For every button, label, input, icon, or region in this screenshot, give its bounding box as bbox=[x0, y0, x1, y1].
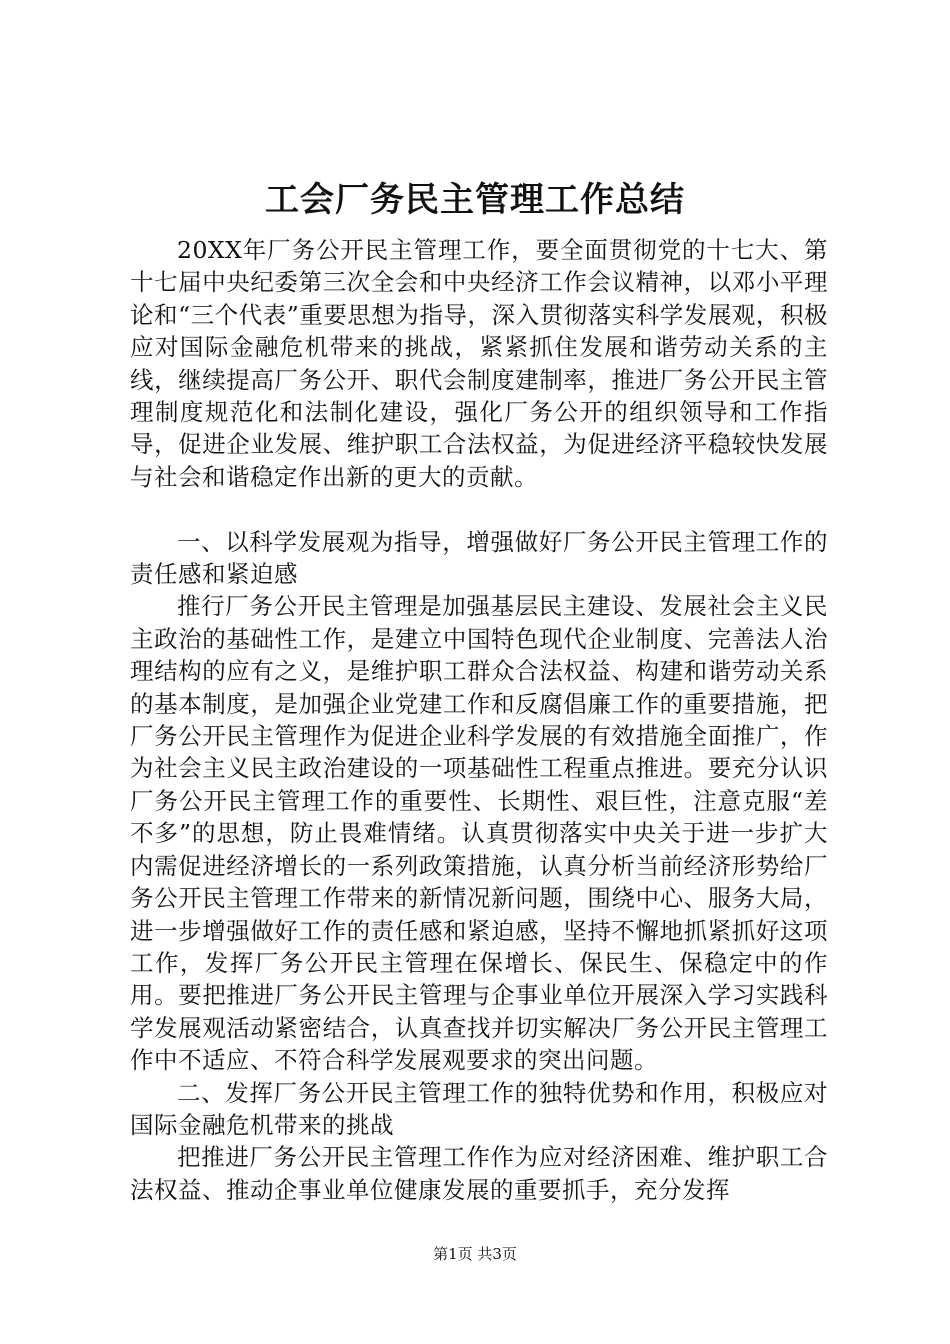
document-title: 工会厂务民主管理工作总结 bbox=[265, 180, 685, 220]
section-heading-2: 二、发挥厂务公开民主管理工作的独特优势和作用，积极应对国际金融危机带来的挑战 bbox=[130, 1078, 828, 1139]
paragraph-spacer bbox=[130, 493, 828, 525]
section-1-paragraph: 推行厂务公开民主管理是加强基层民主建设、发展社会主义民主政治的基础性工作，是建立中国特色现代企业制度、完善法人治理结构的应有之义，是维护职工群众合法权益、构建和谐劳动关系的基本制度，是加强企业党建工作和反腐倡廉工作的重要措施，把厂务公开民主管理作为促进企业科学发展的有效措施全面推广，作为社会主义民主政治建设的一项基础性工程重点推进。要充分认识厂务公开民主管理工作的重要性、长期性、艰巨性，注意克服“差不多”的思想，防止畏难情绪。认真贯彻落实中央关于进一步扩大内需促进经济增长的一系列政策措施，认真分析当前经济形势给厂务公开民主管理工作带来的新情况新问题，围绕中心、服务大局，进一步增强做好工作的责任感和紧迫感，坚持不懈地抓紧抓好这项工作，发挥厂务公开民主管理在保增长、保民生、保稳定中的作用。要把推进厂务公开民主管理与企事业单位开展深入学习实践科学发展观活动紧密结合，认真查找并切实解决厂务公开民主管理工作中不适应、不符合科学发展观要求的突出问题。 bbox=[130, 592, 828, 1075]
intro-paragraph: 20XX年厂务公开民主管理工作，要全面贯彻党的十七大、第十七届中央纪委第三次全会和中央经济工作会议精神，以邓小平理论和“三个代表”重要思想为指导，深入贯彻落实科学发展观，积极应对国际金融危机带来的挑战，紧紧抓住发展和谐劳动关系的主线，继续提高厂务公开、职代会制度建制率，推进厂务公开民主管理制度规范化和法制化建设，强化厂务公开的组织领导和工作指导，促进企业发展、维护职工合法权益，为促进经济平稳较快发展与社会和谐稳定作出新的更大的贡献。 bbox=[130, 236, 828, 491]
document-body bbox=[130, 234, 828, 1206]
section-heading-1: 一、以科学发展观为指导，增强做好厂务公开民主管理工作的责任感和紧迫感 bbox=[130, 527, 828, 589]
page-number-footer: 第1页 共3页 bbox=[433, 1245, 517, 1263]
section-2-paragraph: 把推进厂务公开民主管理工作作为应对经济困难、维护职工合法权益、推动企事业单位健康发展的重要抓手，充分发挥 bbox=[130, 1143, 828, 1204]
